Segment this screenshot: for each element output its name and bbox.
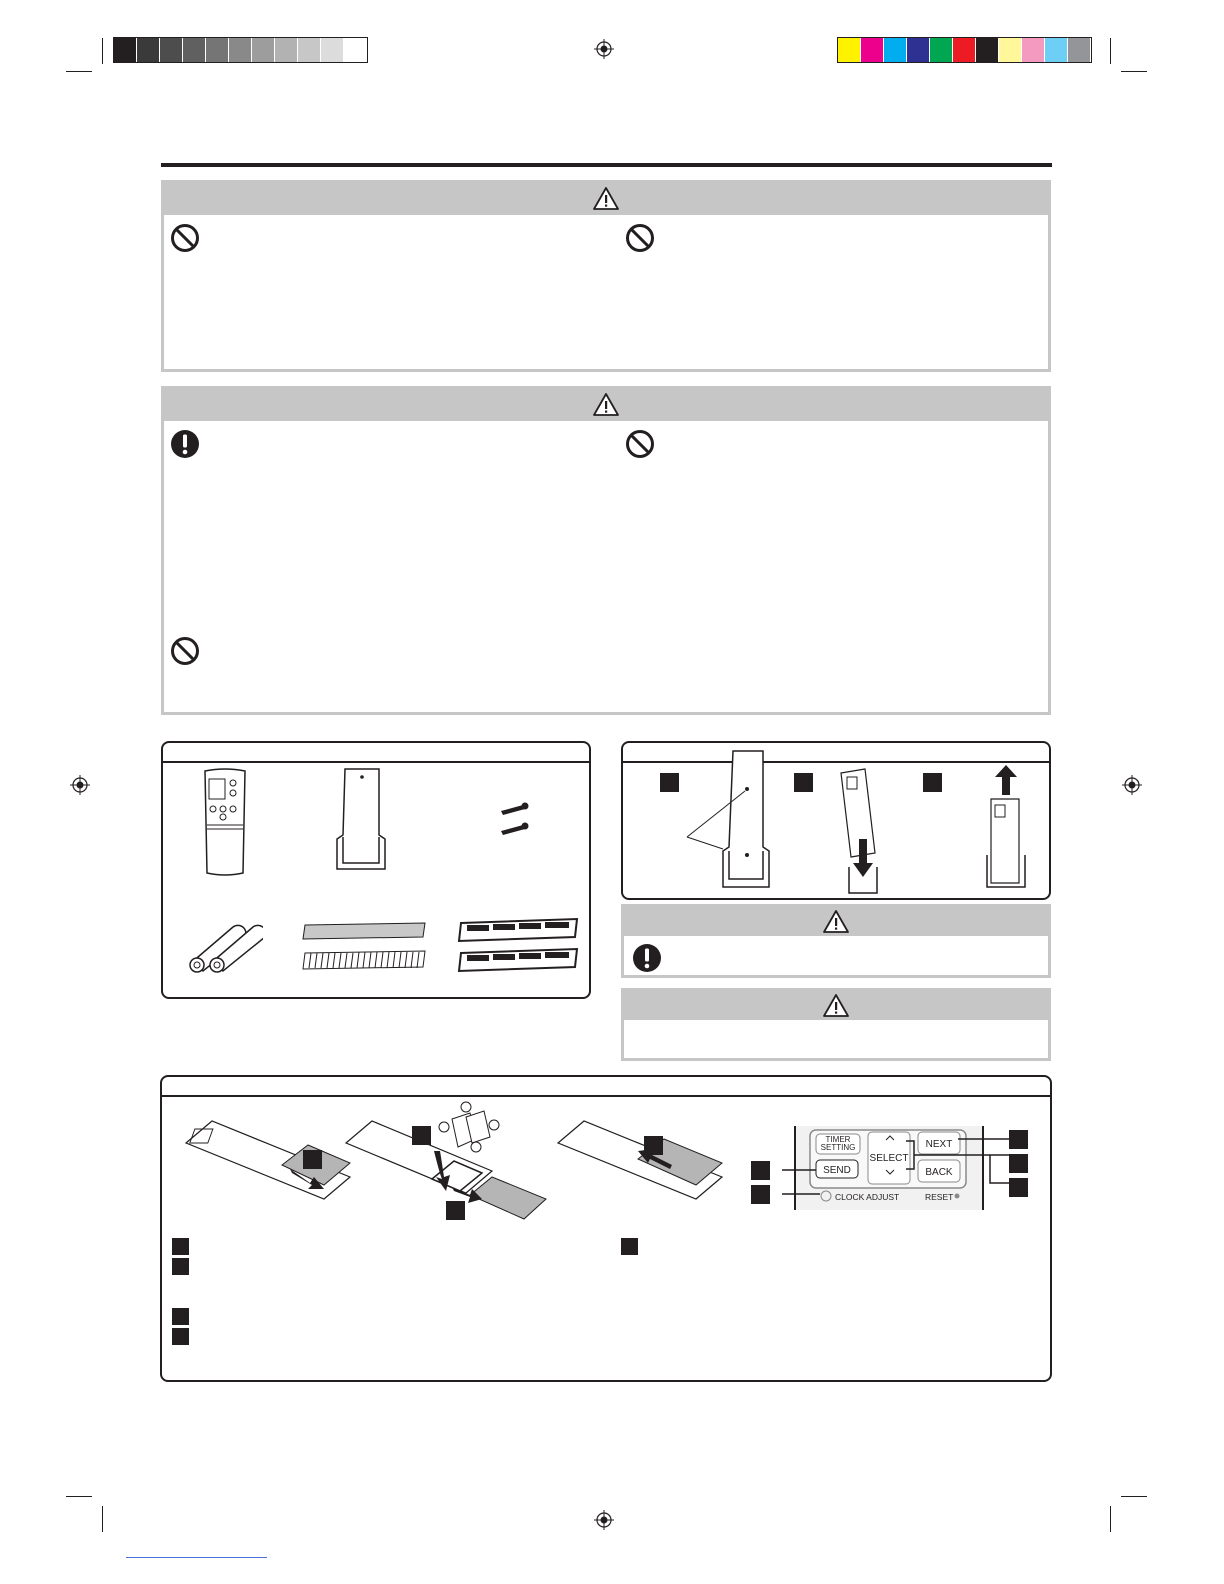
remote-holder-illustration xyxy=(331,765,391,875)
step-number-badge xyxy=(1009,1130,1028,1149)
color-swatch xyxy=(999,38,1022,62)
clock-adjust-label: CLOCK ADJUST xyxy=(835,1192,900,1202)
panel-header-rule xyxy=(162,1095,1050,1097)
filter-frames-illustration xyxy=(457,915,581,975)
crop-mark-top-right-v xyxy=(1110,38,1111,64)
mandatory-exclamation-icon xyxy=(631,942,663,974)
timer-setting-label-2: SETTING xyxy=(820,1143,856,1152)
gray-scale-bar xyxy=(113,37,368,63)
step-number-badge xyxy=(660,773,679,792)
step-number-badge xyxy=(303,1150,322,1169)
color-scale-bar xyxy=(837,37,1092,63)
leader-lines xyxy=(768,1127,1038,1217)
color-swatch xyxy=(953,38,976,62)
battery-installation-panel xyxy=(160,1075,1052,1382)
send-button-label: SEND xyxy=(823,1165,851,1176)
crop-mark-bottom-left-h xyxy=(66,1496,92,1497)
gray-swatch xyxy=(229,38,252,62)
mandatory-exclamation-icon xyxy=(169,428,201,460)
gray-swatch xyxy=(275,38,298,62)
accessories-panel xyxy=(161,741,591,999)
caution-box-4 xyxy=(621,988,1051,1061)
warning-box-header xyxy=(164,183,1048,215)
prohibited-icon xyxy=(624,222,656,254)
crop-mark-bottom-right-v xyxy=(1110,1506,1111,1532)
timer-setting-label: TIMER xyxy=(825,1135,851,1144)
step-number-badge xyxy=(751,1185,770,1204)
step-number-badge xyxy=(1009,1178,1028,1197)
step-number-badge xyxy=(412,1126,431,1145)
step-list-badge xyxy=(172,1238,189,1255)
prohibited-icon xyxy=(624,428,656,460)
registration-mark-icon xyxy=(594,39,614,59)
warning-triangle-icon xyxy=(822,993,850,1018)
crop-mark-top-right-h xyxy=(1121,71,1147,72)
screws-illustration xyxy=(499,801,531,841)
gray-swatch xyxy=(114,38,137,62)
remote-insert-illustration xyxy=(833,767,893,897)
gray-swatch xyxy=(206,38,229,62)
holder-mounting-illustration xyxy=(683,747,783,895)
top-rule xyxy=(161,163,1052,167)
crop-mark-bottom-right-h xyxy=(1121,1496,1147,1497)
step-number-badge xyxy=(923,773,942,792)
replace-cover-illustration xyxy=(554,1115,724,1205)
remove-cover-illustration xyxy=(182,1115,352,1205)
reset-label: RESET xyxy=(925,1192,954,1202)
panel-header-rule xyxy=(163,761,589,763)
back-button-label: BACK xyxy=(925,1167,953,1178)
step-list-badge xyxy=(172,1308,189,1325)
color-swatch xyxy=(930,38,953,62)
prohibited-icon xyxy=(169,635,201,667)
step-number-badge xyxy=(1009,1154,1028,1173)
crop-mark-top-left-h xyxy=(66,71,92,72)
caution-box-header xyxy=(164,389,1048,421)
remote-remove-illustration xyxy=(983,765,1029,891)
warning-triangle-icon xyxy=(822,909,850,934)
gray-swatch xyxy=(321,38,344,62)
color-swatch xyxy=(907,38,930,62)
gray-swatch xyxy=(252,38,275,62)
color-swatch xyxy=(1022,38,1045,62)
caution-box-header xyxy=(624,907,1048,936)
crop-mark-top-left-v xyxy=(102,38,103,64)
registration-mark-icon xyxy=(1122,775,1142,795)
footer-link-underline xyxy=(126,1557,267,1558)
registration-mark-icon xyxy=(594,1510,614,1530)
warning-triangle-icon xyxy=(592,392,620,417)
remote-control-illustration xyxy=(199,767,251,879)
gray-swatch xyxy=(183,38,206,62)
air-cleaning-filters-illustration xyxy=(301,921,427,973)
step-number-badge xyxy=(644,1136,663,1155)
gray-swatch xyxy=(298,38,321,62)
step-list-badge xyxy=(172,1328,189,1345)
registration-mark-icon xyxy=(70,775,90,795)
warning-box-1 xyxy=(161,180,1051,372)
color-swatch xyxy=(838,38,861,62)
caution-box-3 xyxy=(621,904,1051,978)
prohibited-icon xyxy=(169,222,201,254)
crop-mark-bottom-left-v xyxy=(102,1506,103,1532)
warning-triangle-icon xyxy=(592,186,620,211)
step-number-badge xyxy=(446,1201,465,1220)
color-swatch xyxy=(976,38,999,62)
gray-swatch xyxy=(137,38,160,62)
color-swatch xyxy=(1068,38,1091,62)
caution-box-2 xyxy=(161,386,1051,715)
next-button-label: NEXT xyxy=(925,1139,953,1150)
holder-installation-panel xyxy=(621,741,1051,900)
color-swatch xyxy=(1045,38,1068,62)
gray-swatch xyxy=(160,38,183,62)
step-list-badge xyxy=(621,1238,638,1255)
batteries-illustration xyxy=(177,919,263,973)
step-list-badge xyxy=(172,1258,189,1275)
select-button-label: SELECT xyxy=(869,1153,909,1164)
color-swatch xyxy=(884,38,907,62)
caution-box-header xyxy=(624,991,1048,1020)
color-swatch xyxy=(861,38,884,62)
gray-swatch xyxy=(344,38,367,62)
step-number-badge xyxy=(794,773,813,792)
step-number-badge xyxy=(751,1161,770,1180)
